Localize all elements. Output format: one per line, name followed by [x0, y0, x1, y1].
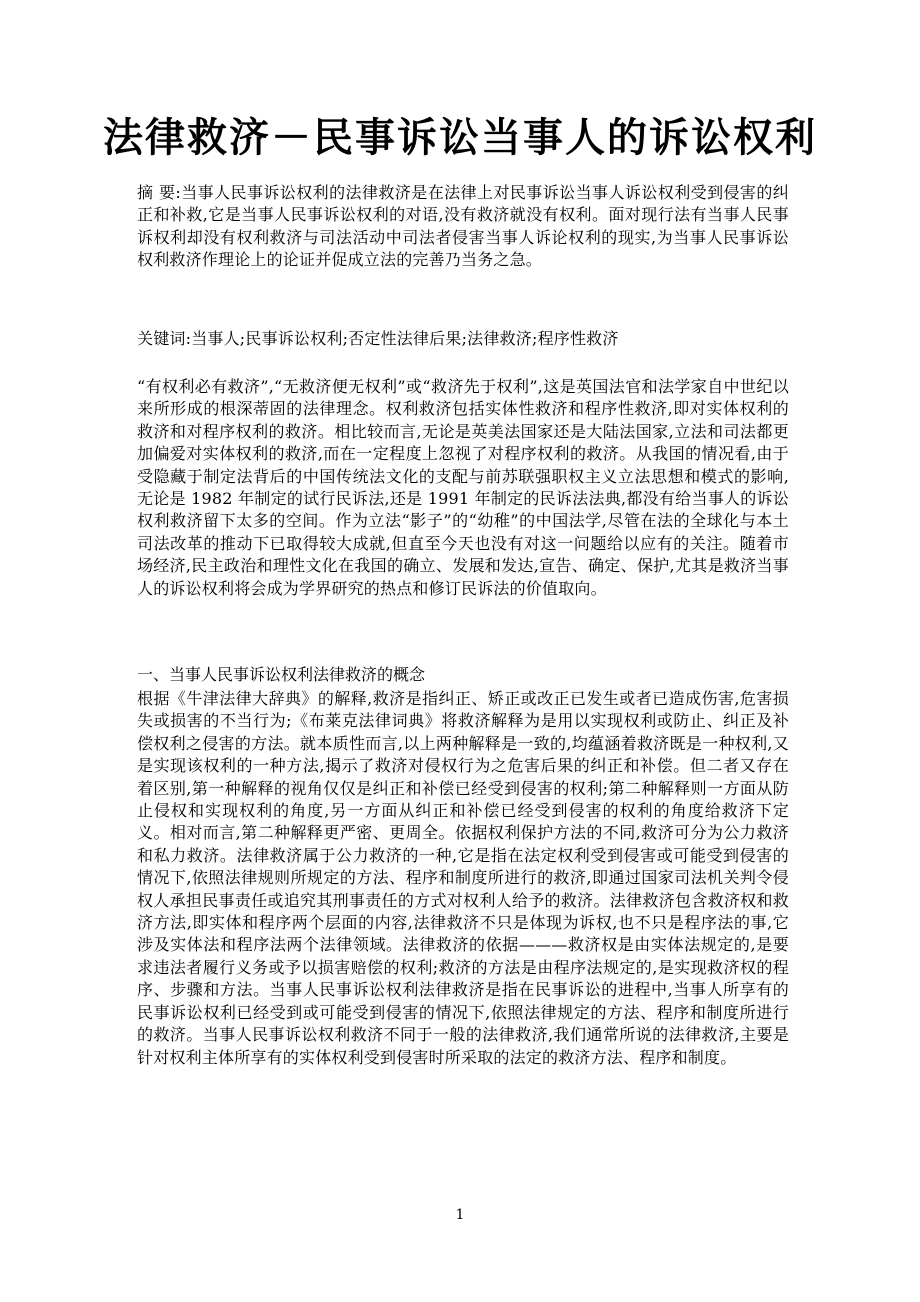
keywords-label: 关键词:	[137, 329, 192, 348]
keywords-text: 当事人;民事诉讼权利;否定性法律后果;法律救济;程序性救济	[191, 329, 619, 348]
section-paragraph: 根据《牛津法律大辞典》的解释,救济是指纠正、矫正或改正已发生或者已造成伤害,危害损失或损害的不当行为;《布莱克法律词典》将救济解释为是用以实现权利或防止、纠正及补偿权利之侵害的方法。就本质性而言,以上两种解释是一致的,均蕴涵着救济既是一种权利,又是实现该权利的一种方法,揭示了救济对侵权行为之危害后果的纠正和补偿。但二者又存在着区别,第一种解释的视角仅仅是纠正和补偿已经受到侵害的权利;第二种解释则一方面从防止侵权和实现权利的角度,另一方面从纠正和补偿已经受到侵害的权利的角度给救济下定义。相对而言,第二种解释更严密、更周全。依据权利保护方法的不同,救济可分为公力救济和私力救济。法律救济属于公力救济的一种,它是指在法定权利受到侵害或可能受到侵害的情况下,依照法律规则所规定的方法、程序和制度所进行的救济,即通过国家司法机关判令侵权人承担民事责任或追究其刑事责任的方式对权利人给予的救济。法律救济包含救济权和救济方法,即实体和程序两个层面的内容,法律救济不只是体现为诉权,也不只是程序法的事,它涉及实体法和程序法两个法律领域。法律救济的依据———救济权是由实体法规定的,是要求违法者履行义务或予以损害赔偿的权利;救济的方法是由程序法规定的,是实现救济权的程序、步骤和方法。当事人民事诉讼权利法律救济是指在民事诉讼的进程中,当事人所享有的民事诉讼权利已经受到或可能受到侵害的情况下,依照法律规定的方法、程序和制度所进行的救济。当事人民事诉讼权利救济不同于一般的法律救济,我们通常所说的法律救济,主要是针对权利主体所享有的实体权利受到侵害时所采取的法定的救济方法、程序和制度。	[137, 689, 789, 1067]
section-heading: 一、当事人民事诉讼权利法律救济的概念	[137, 665, 426, 684]
intro-paragraph: “有权利必有救济”,“无救济便无权利”或“救济先于权利”,这是英国法官和法学家自中世纪以来所形成的根深蒂固的法律理念。权利救济包括实体性救济和程序性救济,即对实体权利的救济和对程序权利的救济。相比较而言,无论是英美法国家还是大陆法国家,立法和司法都更加偏爱对实体权利的救济,而在一定程度上忽视了对程序权利的救济。从我国的情况看,由于受隐藏于制定法背后的中国传统法文化的支配与前苏联强职权主义立法思想和模式的影响,无论是 1982 年制定的试行民诉法,还是 1991 年制定的民诉法法典,都没有给当事人的诉讼权利救济留下太多的空间。作为立法“影子”的“幼稚”的中国法学,尽管在法的全球化与本土司法改革的推动下已取得较大成就,但直至今天也没有对这一问题给以应有的关注。随着市场经济,民主政治和理性文化在我国的确立、发展和发达,宣告、确定、保护,尤其是救济当事人的诉讼权利将会成为学界研究的热点和修订民诉法的价值取向。	[137, 377, 789, 598]
document-title: 法律救济－民事诉讼当事人的诉讼权利	[103, 114, 817, 161]
abstract-text: 当事人民事诉讼权利的法律救济是在法律上对民事诉讼当事人诉讼权利受到侵害的纠正和补救,它是当事人民事诉讼权利的对语,没有救济就没有权利。面对现行法有当事人民事诉权利却没有权利救济与司法活动中司法者侵害当事人诉论权利的现实,为当事人民事诉讼权利救济作理论上的论证并促成立法的完善乃当务之急。	[137, 183, 789, 270]
page-number: 1	[455, 1207, 465, 1223]
abstract-label: 摘 要:	[137, 183, 181, 202]
keywords	[137, 328, 789, 350]
abstract	[137, 182, 789, 272]
